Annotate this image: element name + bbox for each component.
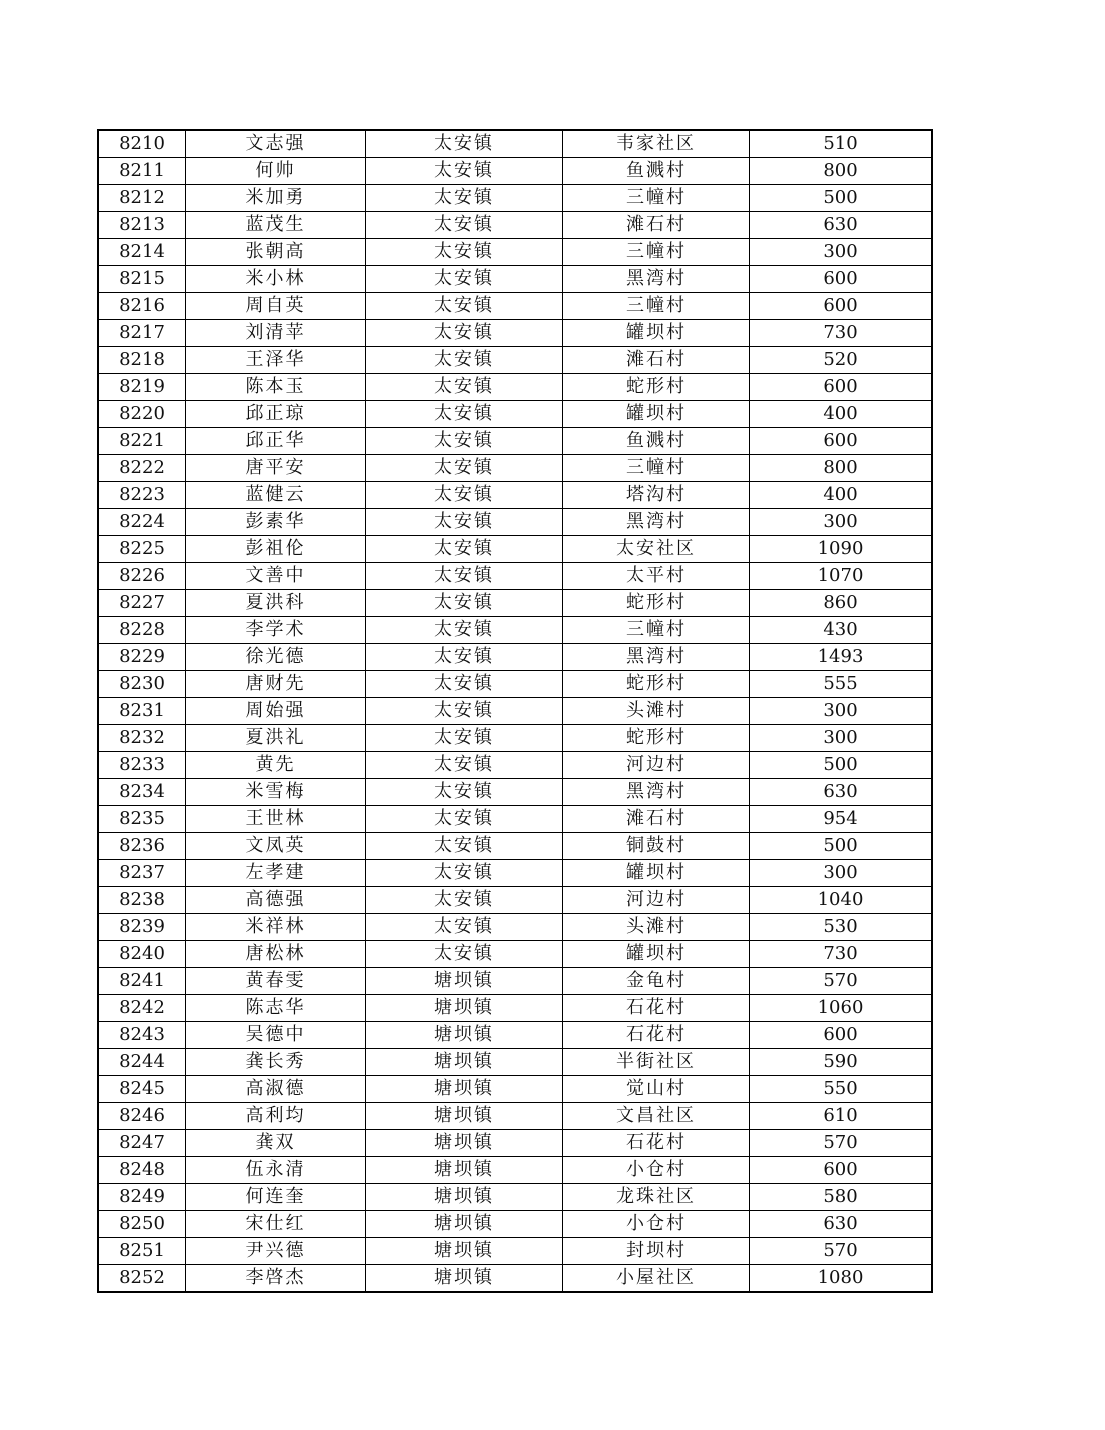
cell-name: 尹兴德 [186,1238,366,1265]
cell-village: 三幢村 [563,185,750,212]
cell-name: 蓝健云 [186,482,366,509]
table-body [98,130,932,1292]
cell-town: 塘坝镇 [366,1157,563,1184]
cell-id: 8245 [98,1076,186,1103]
cell-village: 罐坝村 [563,320,750,347]
cell-amount: 500 [750,185,933,212]
cell-name: 王泽华 [186,347,366,374]
cell-amount: 630 [750,1211,933,1238]
cell-village: 滩石村 [563,212,750,239]
cell-amount: 600 [750,1022,933,1049]
table-row [98,428,932,455]
cell-id: 8244 [98,1049,186,1076]
cell-village: 鱼溅村 [563,158,750,185]
cell-amount: 1070 [750,563,933,590]
cell-town: 太安镇 [366,779,563,806]
table-row [98,1022,932,1049]
cell-id: 8252 [98,1265,186,1293]
cell-amount: 730 [750,320,933,347]
cell-town: 太安镇 [366,590,563,617]
cell-amount: 500 [750,833,933,860]
cell-amount: 590 [750,1049,933,1076]
table-row [98,536,932,563]
table-row [98,293,932,320]
cell-id: 8222 [98,455,186,482]
cell-town: 太安镇 [366,671,563,698]
cell-name: 吴德中 [186,1022,366,1049]
cell-name: 王世林 [186,806,366,833]
cell-id: 8221 [98,428,186,455]
cell-name: 陈本玉 [186,374,366,401]
cell-name: 黄先 [186,752,366,779]
cell-id: 8240 [98,941,186,968]
cell-id: 8248 [98,1157,186,1184]
cell-village: 黑湾村 [563,509,750,536]
cell-village: 罐坝村 [563,941,750,968]
cell-name: 米加勇 [186,185,366,212]
cell-village: 石花村 [563,1022,750,1049]
cell-village: 黑湾村 [563,266,750,293]
cell-name: 何帅 [186,158,366,185]
cell-amount: 300 [750,239,933,266]
cell-name: 刘清苹 [186,320,366,347]
cell-amount: 1493 [750,644,933,671]
cell-name: 彭素华 [186,509,366,536]
cell-town: 塘坝镇 [366,1049,563,1076]
cell-amount: 555 [750,671,933,698]
cell-name: 李啓杰 [186,1265,366,1293]
cell-id: 8215 [98,266,186,293]
table-row [98,455,932,482]
cell-amount: 300 [750,509,933,536]
cell-name: 唐财先 [186,671,366,698]
cell-village: 韦家社区 [563,130,750,158]
cell-amount: 730 [750,941,933,968]
cell-town: 太安镇 [366,509,563,536]
cell-town: 太安镇 [366,698,563,725]
table-row [98,833,932,860]
table-row [98,806,932,833]
cell-village: 文昌社区 [563,1103,750,1130]
table-row [98,644,932,671]
cell-id: 8246 [98,1103,186,1130]
cell-amount: 1080 [750,1265,933,1293]
cell-id: 8230 [98,671,186,698]
cell-village: 三幢村 [563,455,750,482]
cell-id: 8212 [98,185,186,212]
cell-town: 太安镇 [366,374,563,401]
table-row [98,941,932,968]
cell-id: 8242 [98,995,186,1022]
cell-amount: 1090 [750,536,933,563]
cell-amount: 520 [750,347,933,374]
cell-town: 塘坝镇 [366,1076,563,1103]
table-row [98,1184,932,1211]
cell-amount: 300 [750,725,933,752]
cell-id: 8214 [98,239,186,266]
table-row [98,320,932,347]
cell-amount: 530 [750,914,933,941]
cell-town: 太安镇 [366,725,563,752]
cell-town: 太安镇 [366,320,563,347]
table-row [98,995,932,1022]
cell-town: 太安镇 [366,887,563,914]
cell-id: 8243 [98,1022,186,1049]
cell-id: 8226 [98,563,186,590]
data-table [97,129,933,1293]
table-row [98,1157,932,1184]
cell-name: 伍永清 [186,1157,366,1184]
cell-village: 河边村 [563,752,750,779]
cell-amount: 1040 [750,887,933,914]
cell-id: 8237 [98,860,186,887]
cell-name: 高利均 [186,1103,366,1130]
cell-name: 彭祖伦 [186,536,366,563]
table-row [98,401,932,428]
cell-name: 高德强 [186,887,366,914]
table-row [98,725,932,752]
table-row [98,1103,932,1130]
cell-village: 龙珠社区 [563,1184,750,1211]
cell-village: 石花村 [563,995,750,1022]
cell-town: 塘坝镇 [366,1211,563,1238]
cell-id: 8224 [98,509,186,536]
cell-town: 太安镇 [366,806,563,833]
cell-village: 蛇形村 [563,725,750,752]
cell-amount: 430 [750,617,933,644]
table-row [98,590,932,617]
cell-id: 8247 [98,1130,186,1157]
cell-village: 铜鼓村 [563,833,750,860]
cell-name: 唐平安 [186,455,366,482]
cell-amount: 800 [750,158,933,185]
cell-name: 宋仕红 [186,1211,366,1238]
cell-town: 塘坝镇 [366,1103,563,1130]
cell-town: 塘坝镇 [366,1265,563,1293]
cell-amount: 600 [750,1157,933,1184]
cell-amount: 600 [750,428,933,455]
cell-name: 左孝建 [186,860,366,887]
cell-name: 龚长秀 [186,1049,366,1076]
cell-name: 何连奎 [186,1184,366,1211]
cell-village: 黑湾村 [563,644,750,671]
cell-amount: 610 [750,1103,933,1130]
cell-name: 李学术 [186,617,366,644]
cell-village: 蛇形村 [563,590,750,617]
cell-amount: 630 [750,212,933,239]
cell-id: 8225 [98,536,186,563]
table-row [98,563,932,590]
cell-town: 塘坝镇 [366,995,563,1022]
cell-amount: 400 [750,401,933,428]
cell-town: 太安镇 [366,941,563,968]
cell-name: 米雪梅 [186,779,366,806]
cell-amount: 580 [750,1184,933,1211]
table-row [98,914,932,941]
cell-village: 金龟村 [563,968,750,995]
cell-town: 塘坝镇 [366,968,563,995]
cell-town: 太安镇 [366,482,563,509]
cell-amount: 800 [750,455,933,482]
cell-village: 蛇形村 [563,671,750,698]
cell-town: 太安镇 [366,185,563,212]
cell-village: 三幢村 [563,617,750,644]
cell-village: 塔沟村 [563,482,750,509]
cell-town: 太安镇 [366,428,563,455]
cell-name: 夏洪科 [186,590,366,617]
table-row [98,509,932,536]
cell-id: 8227 [98,590,186,617]
cell-village: 罐坝村 [563,860,750,887]
cell-amount: 400 [750,482,933,509]
cell-town: 太安镇 [366,536,563,563]
cell-amount: 300 [750,860,933,887]
table-row [98,968,932,995]
table-row [98,1076,932,1103]
cell-town: 太安镇 [366,212,563,239]
cell-name: 高淑德 [186,1076,366,1103]
cell-id: 8228 [98,617,186,644]
table-row [98,185,932,212]
table-row [98,158,932,185]
table-row [98,1238,932,1265]
cell-village: 封坝村 [563,1238,750,1265]
cell-amount: 510 [750,130,933,158]
cell-name: 米小林 [186,266,366,293]
table-row [98,1265,932,1293]
cell-village: 太安社区 [563,536,750,563]
table-row [98,779,932,806]
cell-town: 太安镇 [366,914,563,941]
cell-amount: 600 [750,266,933,293]
cell-id: 8211 [98,158,186,185]
cell-id: 8218 [98,347,186,374]
cell-id: 8216 [98,293,186,320]
cell-village: 罐坝村 [563,401,750,428]
cell-name: 周始强 [186,698,366,725]
cell-town: 太安镇 [366,563,563,590]
cell-town: 太安镇 [366,752,563,779]
cell-amount: 860 [750,590,933,617]
cell-village: 鱼溅村 [563,428,750,455]
table-row [98,887,932,914]
cell-name: 张朝高 [186,239,366,266]
cell-village: 头滩村 [563,698,750,725]
cell-name: 文志强 [186,130,366,158]
cell-amount: 570 [750,1130,933,1157]
cell-id: 8234 [98,779,186,806]
table-row [98,130,932,158]
cell-id: 8233 [98,752,186,779]
cell-village: 觉山村 [563,1076,750,1103]
cell-name: 蓝茂生 [186,212,366,239]
cell-amount: 550 [750,1076,933,1103]
cell-town: 太安镇 [366,347,563,374]
cell-village: 滩石村 [563,347,750,374]
cell-village: 黑湾村 [563,779,750,806]
cell-name: 黄春雯 [186,968,366,995]
cell-name: 夏洪礼 [186,725,366,752]
cell-town: 塘坝镇 [366,1238,563,1265]
cell-name: 邱正华 [186,428,366,455]
cell-village: 小仓村 [563,1211,750,1238]
cell-id: 8250 [98,1211,186,1238]
cell-amount: 570 [750,1238,933,1265]
cell-village: 河边村 [563,887,750,914]
cell-town: 太安镇 [366,401,563,428]
table-row [98,1049,932,1076]
cell-amount: 630 [750,779,933,806]
cell-name: 邱正琼 [186,401,366,428]
cell-id: 8249 [98,1184,186,1211]
cell-village: 小仓村 [563,1157,750,1184]
cell-id: 8229 [98,644,186,671]
cell-id: 8219 [98,374,186,401]
cell-name: 米祥林 [186,914,366,941]
cell-village: 三幢村 [563,239,750,266]
cell-name: 文善中 [186,563,366,590]
cell-town: 塘坝镇 [366,1130,563,1157]
cell-village: 头滩村 [563,914,750,941]
table-row [98,1130,932,1157]
cell-name: 陈志华 [186,995,366,1022]
cell-id: 8231 [98,698,186,725]
table-row [98,1211,932,1238]
cell-id: 8236 [98,833,186,860]
cell-id: 8220 [98,401,186,428]
table-row [98,482,932,509]
cell-town: 太安镇 [366,158,563,185]
cell-town: 太安镇 [366,239,563,266]
cell-id: 8238 [98,887,186,914]
cell-id: 8232 [98,725,186,752]
cell-name: 徐光德 [186,644,366,671]
cell-id: 8213 [98,212,186,239]
cell-town: 太安镇 [366,617,563,644]
cell-amount: 600 [750,293,933,320]
cell-town: 塘坝镇 [366,1184,563,1211]
cell-town: 太安镇 [366,644,563,671]
table-row [98,698,932,725]
table-row [98,212,932,239]
cell-town: 塘坝镇 [366,1022,563,1049]
cell-amount: 500 [750,752,933,779]
cell-id: 8251 [98,1238,186,1265]
table-row [98,617,932,644]
cell-amount: 954 [750,806,933,833]
cell-amount: 300 [750,698,933,725]
cell-village: 小屋社区 [563,1265,750,1293]
table-row [98,347,932,374]
cell-village: 太平村 [563,563,750,590]
table-row [98,671,932,698]
cell-name: 周自英 [186,293,366,320]
cell-town: 太安镇 [366,860,563,887]
table-row [98,374,932,401]
cell-town: 太安镇 [366,455,563,482]
cell-town: 太安镇 [366,130,563,158]
cell-town: 太安镇 [366,833,563,860]
cell-id: 8217 [98,320,186,347]
table-row [98,752,932,779]
cell-id: 8210 [98,130,186,158]
cell-name: 龚双 [186,1130,366,1157]
cell-amount: 570 [750,968,933,995]
cell-village: 滩石村 [563,806,750,833]
cell-village: 蛇形村 [563,374,750,401]
cell-amount: 1060 [750,995,933,1022]
cell-village: 石花村 [563,1130,750,1157]
cell-amount: 600 [750,374,933,401]
cell-village: 三幢村 [563,293,750,320]
cell-name: 唐松林 [186,941,366,968]
cell-id: 8223 [98,482,186,509]
cell-id: 8235 [98,806,186,833]
cell-village: 半街社区 [563,1049,750,1076]
cell-id: 8239 [98,914,186,941]
cell-town: 太安镇 [366,266,563,293]
table-row [98,860,932,887]
cell-id: 8241 [98,968,186,995]
cell-name: 文凤英 [186,833,366,860]
table-row [98,239,932,266]
table-row [98,266,932,293]
cell-town: 太安镇 [366,293,563,320]
